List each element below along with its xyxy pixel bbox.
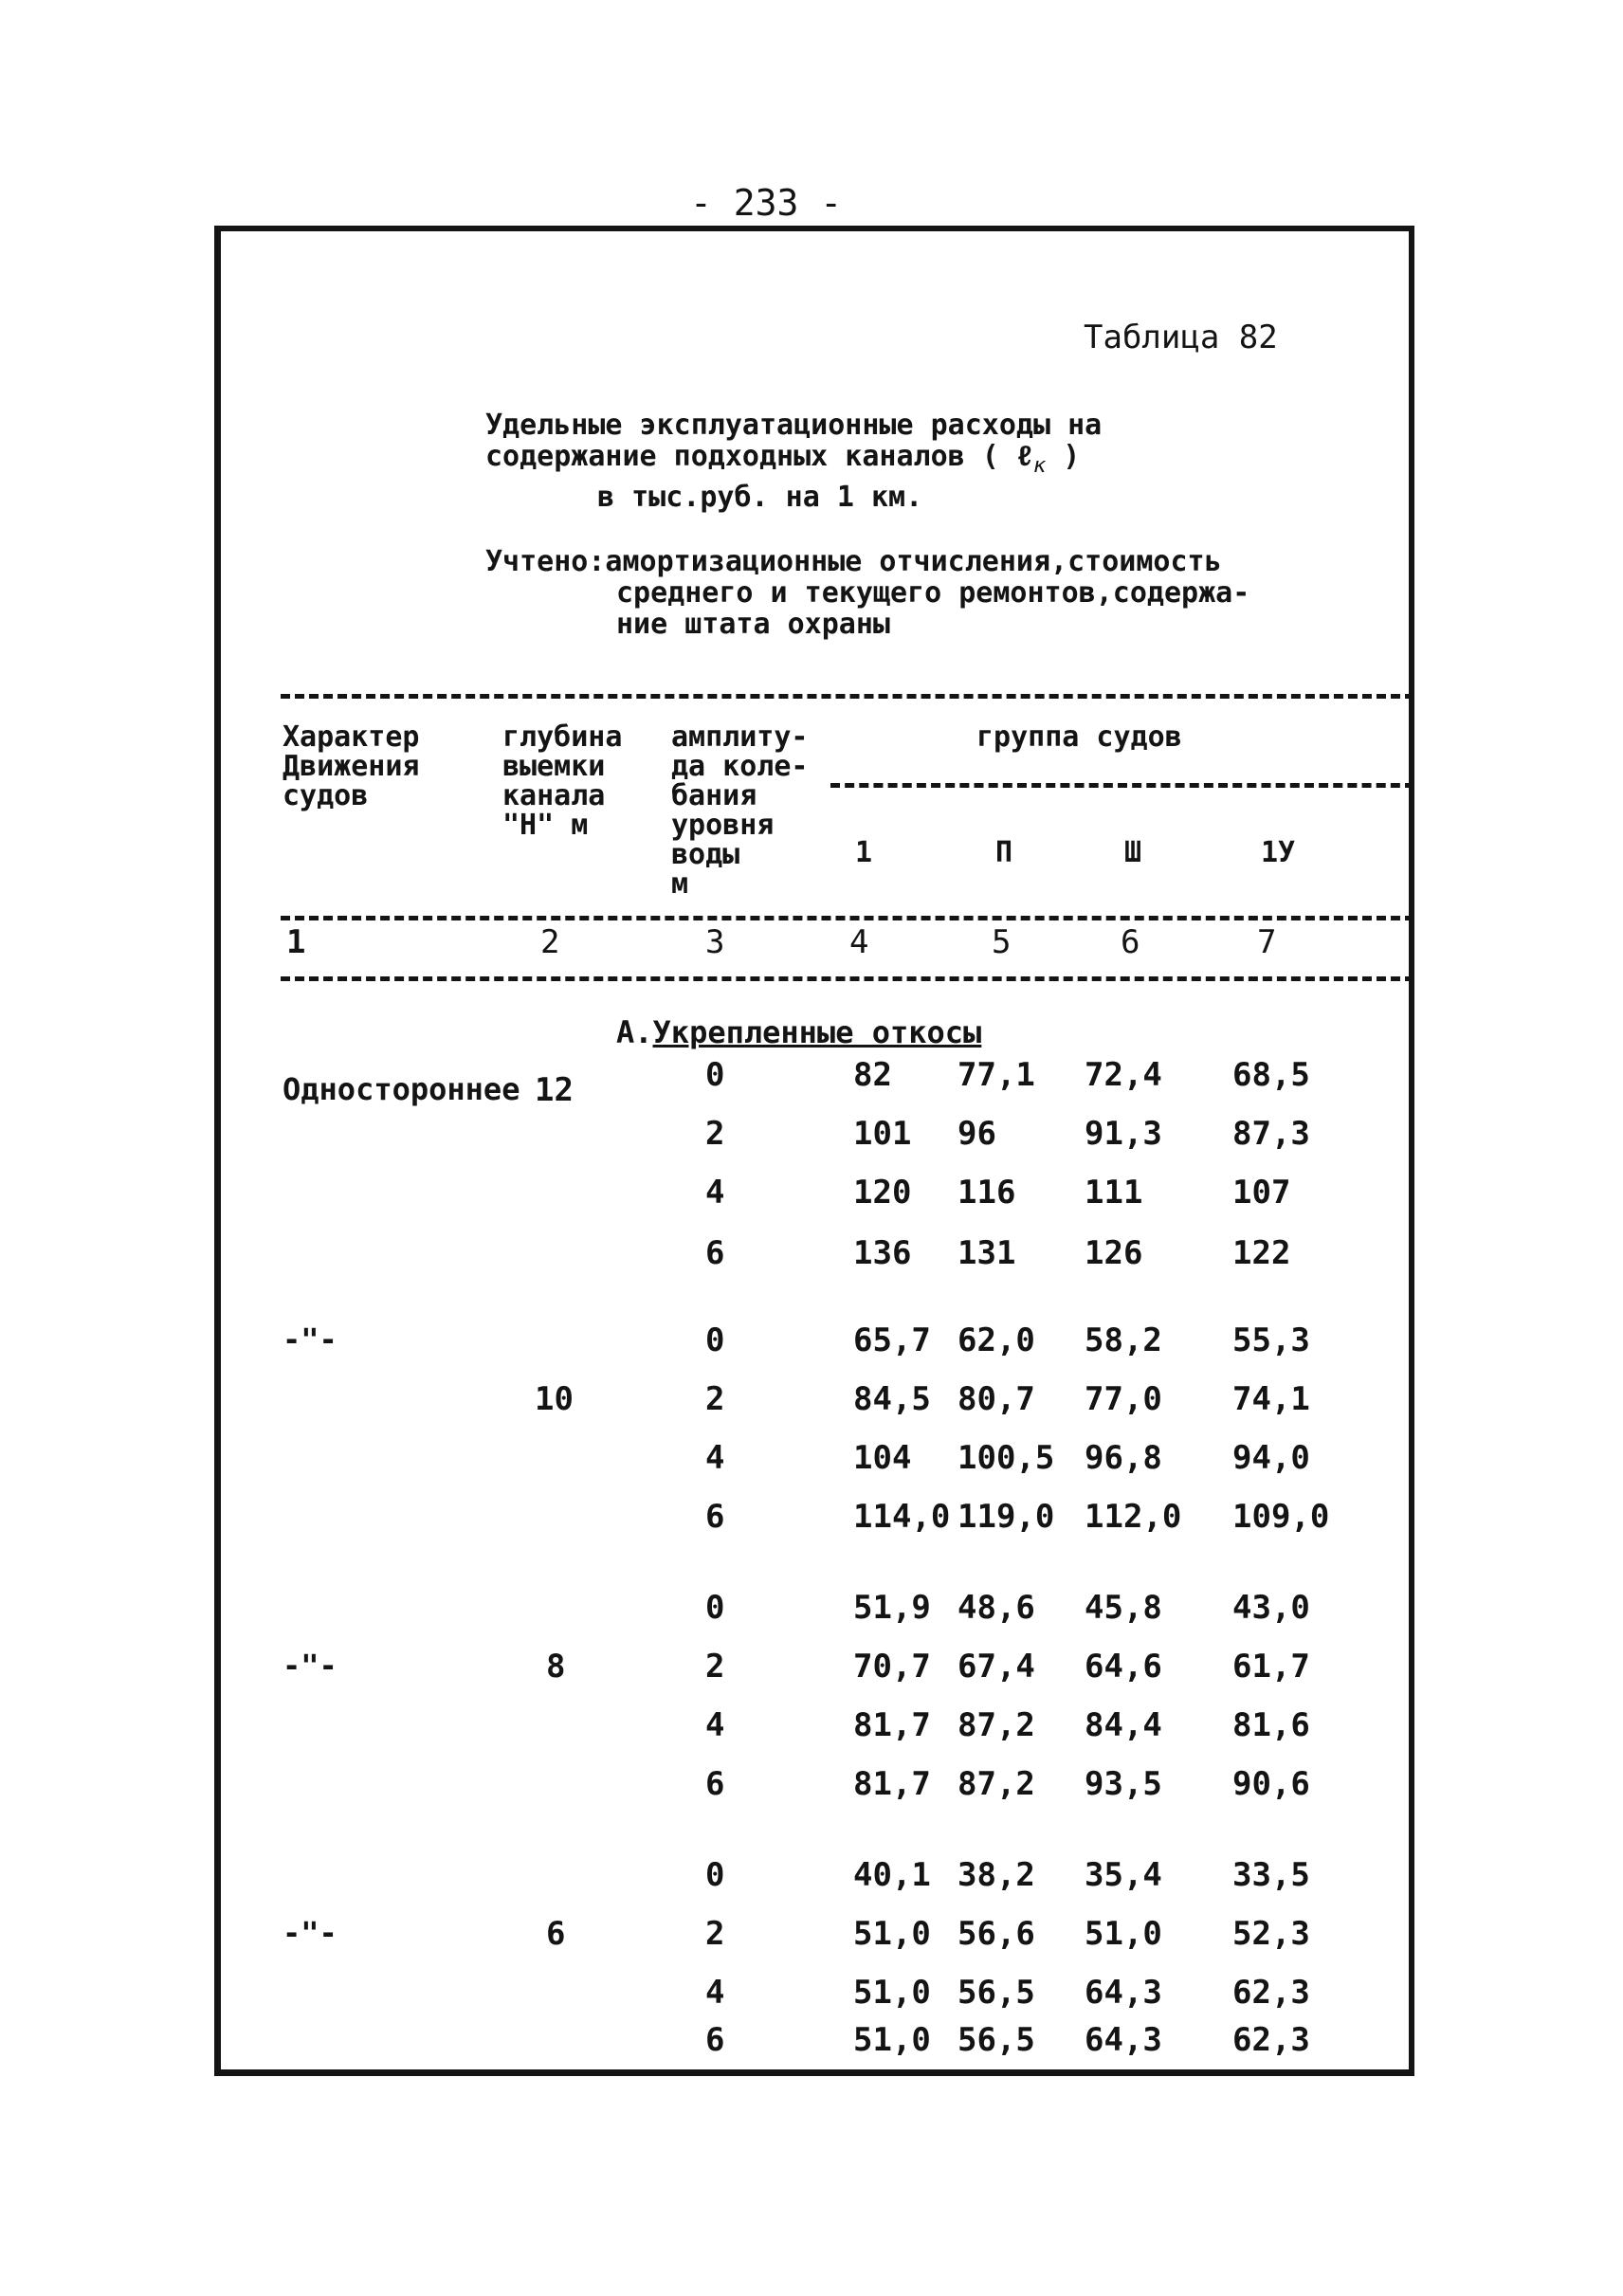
title-line-2-text: содержание подходных каналов ( ℓ: [485, 440, 1033, 473]
header-col-1-line-2: Движения: [283, 750, 420, 783]
table-cell-group-4: 62,3: [1232, 2021, 1310, 2059]
row-label-2: -"-: [283, 1321, 337, 1358]
table-cell-group-2: 100,5: [957, 1439, 1055, 1477]
column-number-1: 1: [286, 923, 306, 961]
table-note: [485, 546, 1249, 640]
column-number-4: 4: [849, 923, 869, 961]
row-label-1: Одностороннее: [283, 1071, 520, 1107]
table-cell-group-4: 62,3: [1232, 1974, 1310, 2012]
column-number-7: 7: [1257, 923, 1277, 961]
table-cell-group-2: 62,0: [957, 1321, 1035, 1359]
amplitude-value: 0: [705, 1856, 725, 1894]
page-number: - 233 -: [690, 182, 843, 224]
table-cell-group-1: 65,7: [853, 1321, 931, 1359]
table-cell-group-1: 104: [853, 1439, 912, 1477]
table-cell-group-3: 64,6: [1085, 1648, 1162, 1686]
table-cell-group-1: 82: [853, 1056, 892, 1094]
amplitude-value: 4: [705, 1174, 725, 1212]
depth-value-2: 10: [535, 1380, 574, 1418]
header-top-rule: [281, 694, 1414, 699]
amplitude-value: 6: [705, 2021, 725, 2059]
table-cell-group-4: 94,0: [1232, 1439, 1310, 1477]
amplitude-value: 0: [705, 1321, 725, 1359]
header-col-3-line-6: м: [671, 867, 689, 901]
table-cell-group-3: 96,8: [1085, 1439, 1162, 1477]
header-col-2-line-2: выемки: [502, 750, 606, 783]
amplitude-value: 2: [705, 1380, 725, 1418]
table-cell-group-1: 40,1: [853, 1856, 931, 1894]
table-cell-group-2: 131: [957, 1234, 1016, 1272]
table-cell-group-2: 96: [957, 1115, 996, 1153]
row-label-4: -"-: [283, 1915, 337, 1951]
table-cell-group-4: 61,7: [1232, 1648, 1310, 1686]
header-col-3-line-1: амплиту-: [671, 720, 809, 754]
header-group-1: 1: [855, 836, 873, 869]
table-cell-group-4: 109,0: [1232, 1498, 1330, 1536]
header-col-3: [671, 722, 809, 899]
table-cell-group-3: 35,4: [1085, 1856, 1162, 1894]
table-cell-group-1: 81,7: [853, 1706, 931, 1744]
amplitude-value: 4: [705, 1706, 725, 1744]
table-cell-group-1: 101: [853, 1115, 912, 1153]
amplitude-value: 6: [705, 1765, 725, 1803]
table-cell-group-4: 43,0: [1232, 1589, 1310, 1627]
table-cell-group-1: 51,0: [853, 1915, 931, 1953]
title-line-2-end: ): [1046, 440, 1081, 473]
header-col-3-line-2: да коле-: [671, 750, 809, 783]
column-number-3: 3: [705, 923, 725, 961]
table-title: [485, 410, 1102, 513]
table-cell-group-2: 87,2: [957, 1765, 1035, 1803]
note-line-1: Учтено:амортизационные отчисления,стоимость: [485, 545, 1222, 578]
header-group-4: 1У: [1261, 836, 1296, 869]
amplitude-value: 6: [705, 1498, 725, 1536]
header-col-1: [283, 722, 420, 811]
amplitude-value: 2: [705, 1115, 725, 1153]
amplitude-value: 0: [705, 1589, 725, 1627]
table-cell-group-3: 64,3: [1085, 2021, 1162, 2059]
table-cell-group-1: 51,0: [853, 2021, 931, 2059]
column-number-2: 2: [540, 923, 560, 961]
header-group-3: Ш: [1124, 836, 1142, 869]
table-cell-group-2: 87,2: [957, 1706, 1035, 1744]
amplitude-value: 0: [705, 1056, 725, 1094]
header-group: группа судов: [976, 720, 1182, 754]
table-cell-group-3: 126: [1085, 1234, 1143, 1272]
table-cell-group-4: 33,5: [1232, 1856, 1310, 1894]
table-cell-group-4: 81,6: [1232, 1706, 1310, 1744]
header-col-1-line-3: судов: [283, 779, 369, 812]
table-cell-group-3: 51,0: [1085, 1915, 1162, 1953]
table-cell-group-3: 72,4: [1085, 1056, 1162, 1094]
title-line-1: Удельные эксплуатационные расходы на: [485, 409, 1103, 442]
header-col-3-line-3: бания: [671, 779, 757, 812]
section-label: Укрепленные откосы: [652, 1014, 982, 1050]
table-cell-group-2: 116: [957, 1174, 1016, 1212]
amplitude-value: 6: [705, 1234, 725, 1272]
table-cell-group-2: 80,7: [957, 1380, 1035, 1418]
column-number-6: 6: [1121, 923, 1140, 961]
numbers-bottom-rule: [281, 976, 1414, 981]
table-cell-group-3: 77,0: [1085, 1380, 1162, 1418]
depth-value-3: 8: [546, 1648, 566, 1686]
title-line-3: в тыс.руб. на 1 км.: [597, 481, 923, 514]
header-col-2: [502, 722, 622, 840]
table-cell-group-2: 67,4: [957, 1648, 1035, 1686]
table-cell-group-2: 56,5: [957, 2021, 1035, 2059]
amplitude-value: 4: [705, 1974, 725, 2012]
table-cell-group-4: 52,3: [1232, 1915, 1310, 1953]
table-cell-group-3: 111: [1085, 1174, 1143, 1212]
note-line-3: ние штата охраны: [616, 608, 890, 641]
table-number: Таблица 82: [1084, 319, 1278, 356]
section-title: [616, 1014, 981, 1050]
table-cell-group-2: 56,5: [957, 1974, 1035, 2012]
depth-value-4: 6: [546, 1915, 566, 1953]
group-divider-rule: [830, 783, 1414, 788]
table-cell-group-4: 55,3: [1232, 1321, 1310, 1359]
table-cell-group-2: 38,2: [957, 1856, 1035, 1894]
table-cell-group-1: 84,5: [853, 1380, 931, 1418]
title-symbol-subscript: к: [1032, 454, 1047, 478]
table-cell-group-3: 64,3: [1085, 1974, 1162, 2012]
table-cell-group-3: 93,5: [1085, 1765, 1162, 1803]
table-cell-group-1: 120: [853, 1174, 912, 1212]
table-cell-group-1: 51,0: [853, 1974, 931, 2012]
note-line-2: среднего и текущего ремонтов,содержа-: [616, 576, 1250, 610]
amplitude-value: 4: [705, 1439, 725, 1477]
table-cell-group-3: 91,3: [1085, 1115, 1162, 1153]
header-col-3-line-4: уровня: [671, 809, 775, 842]
table-cell-group-1: 70,7: [853, 1648, 931, 1686]
table-cell-group-1: 81,7: [853, 1765, 931, 1803]
table-cell-group-2: 56,6: [957, 1915, 1035, 1953]
table-cell-group-4: 68,5: [1232, 1056, 1310, 1094]
header-group-2: П: [995, 836, 1013, 869]
table-cell-group-1: 51,9: [853, 1589, 931, 1627]
section-prefix: А.: [616, 1014, 653, 1050]
table-cell-group-3: 112,0: [1085, 1498, 1182, 1536]
header-col-3-line-5: воды: [671, 838, 740, 871]
title-line-2: [485, 441, 1102, 482]
table-cell-group-3: 45,8: [1085, 1589, 1162, 1627]
table-cell-group-2: 77,1: [957, 1056, 1035, 1094]
table-cell-group-4: 122: [1232, 1234, 1291, 1272]
depth-value-1: 12: [535, 1071, 574, 1109]
table-cell-group-1: 114,0: [853, 1498, 951, 1536]
amplitude-value: 2: [705, 1648, 725, 1686]
table-cell-group-4: 87,3: [1232, 1115, 1310, 1153]
table-cell-group-3: 58,2: [1085, 1321, 1162, 1359]
header-col-1-line-1: Характер: [283, 720, 420, 754]
table-cell-group-3: 84,4: [1085, 1706, 1162, 1744]
table-cell-group-1: 136: [853, 1234, 912, 1272]
column-number-5: 5: [992, 923, 1012, 961]
table-cell-group-4: 90,6: [1232, 1765, 1310, 1803]
table-cell-group-4: 107: [1232, 1174, 1291, 1212]
amplitude-value: 2: [705, 1915, 725, 1953]
header-col-2-line-3: канала: [502, 779, 606, 812]
table-cell-group-4: 74,1: [1232, 1380, 1310, 1418]
header-col-2-line-4: "Н" м: [502, 809, 589, 842]
header-col-2-line-1: глубина: [502, 720, 623, 754]
table-cell-group-2: 119,0: [957, 1498, 1055, 1536]
numbers-top-rule: [281, 916, 1414, 920]
row-label-3: -"-: [283, 1648, 337, 1684]
table-cell-group-2: 48,6: [957, 1589, 1035, 1627]
